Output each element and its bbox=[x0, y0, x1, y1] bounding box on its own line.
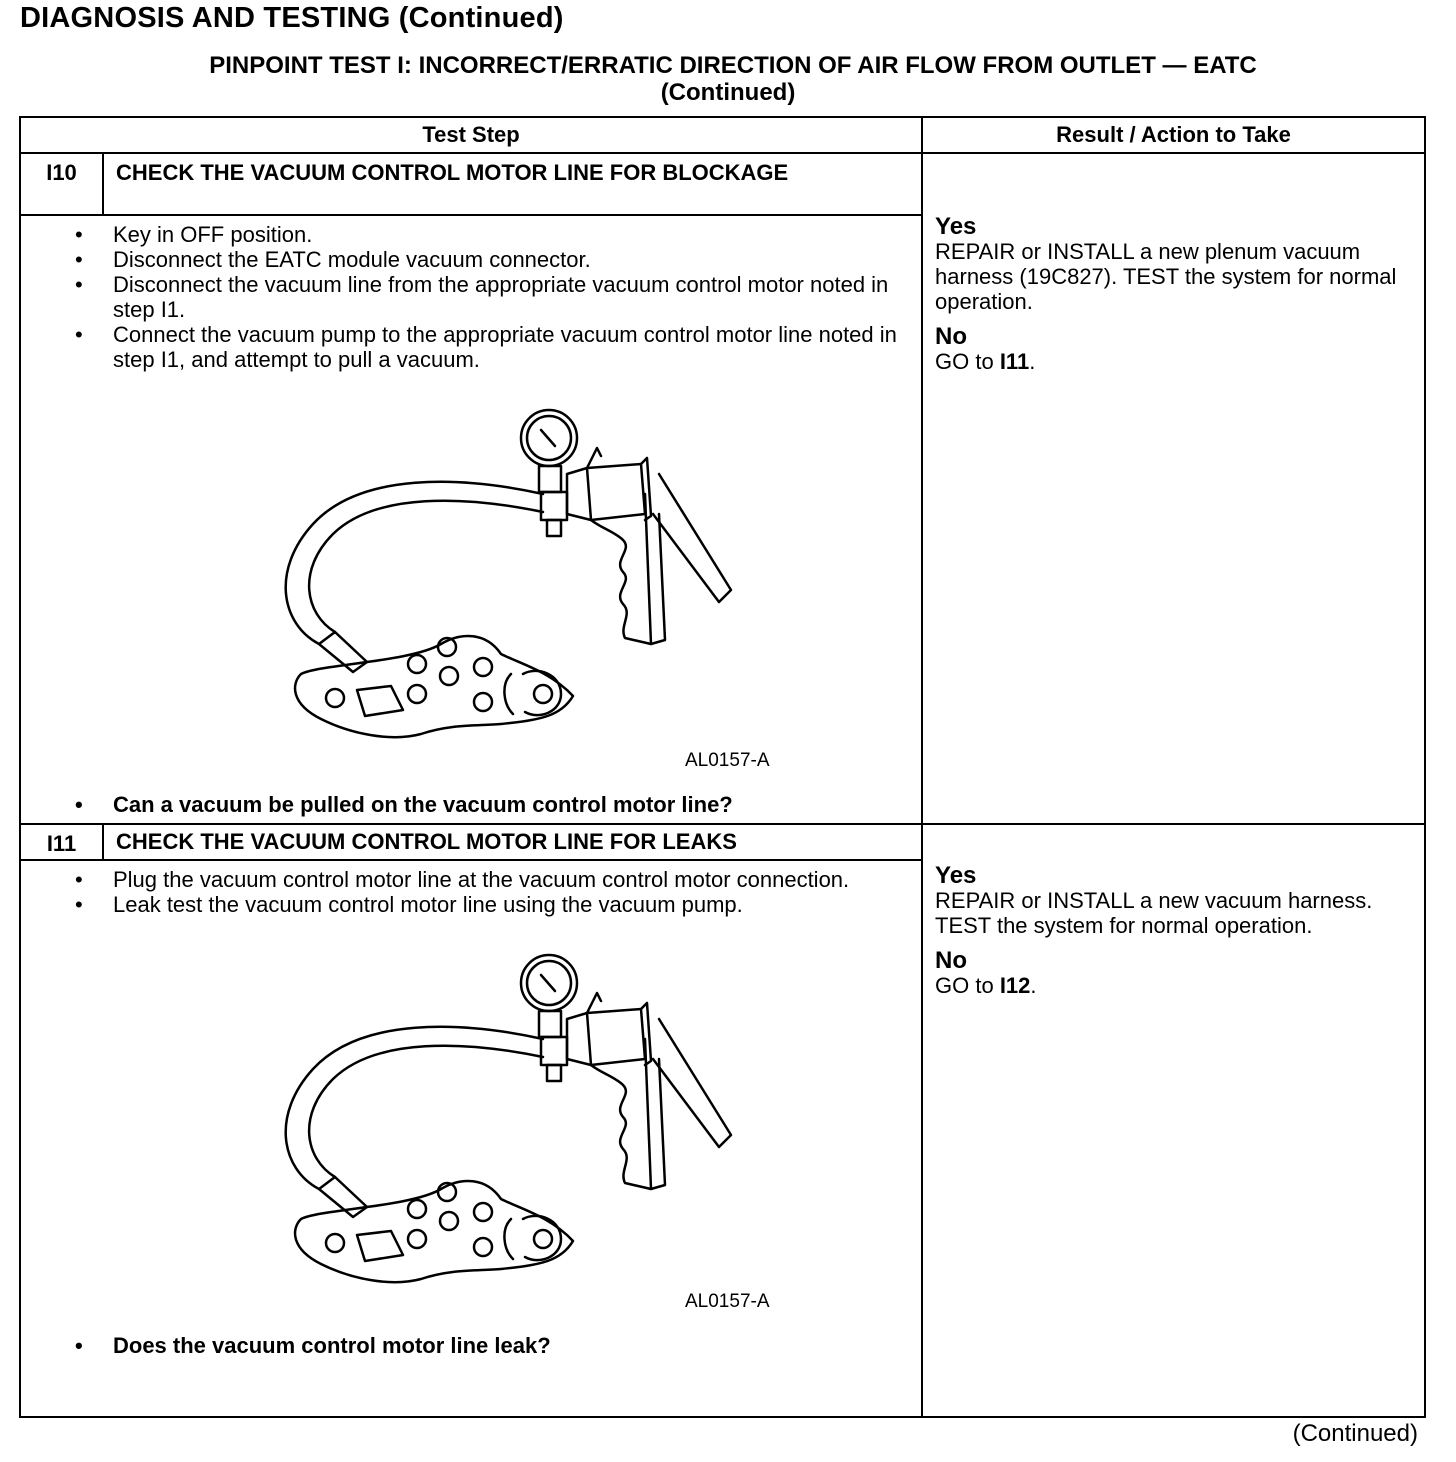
step-bullets bbox=[61, 222, 901, 372]
no-target-step: I11 bbox=[999, 349, 1030, 374]
yes-label: Yes bbox=[935, 862, 977, 889]
result-cell bbox=[922, 153, 1425, 824]
pinpoint-test-table bbox=[19, 116, 1426, 1418]
test-title-line1: PINPOINT TEST I: INCORRECT/ERRATIC DIRECTION OF AIR FLOW FROM OUTLET — EATC bbox=[209, 52, 1257, 79]
step-title: CHECK THE VACUUM CONTROL MOTOR LINE FOR LEAKS bbox=[103, 824, 922, 860]
yes-label: Yes bbox=[935, 213, 977, 240]
bullet-item: • Key in OFF position. bbox=[61, 222, 901, 247]
step-id: I11 bbox=[20, 824, 103, 860]
bullet-item: • Plug the vacuum control motor line at the vacuum control motor connection. bbox=[61, 867, 901, 892]
continued-footer: (Continued) bbox=[1292, 1420, 1418, 1447]
yes-action: REPAIR or INSTALL a new vacuum harness. TEST the system for normal operation. bbox=[935, 888, 1373, 938]
figure-id: AL0157-A bbox=[685, 750, 770, 771]
step-id: I10 bbox=[20, 153, 103, 215]
test-title-line2: (Continued) bbox=[660, 79, 796, 106]
step-bullets bbox=[61, 867, 901, 917]
step-body bbox=[20, 860, 922, 1417]
step-question: • Can a vacuum be pulled on the vacuum control motor line? bbox=[61, 792, 901, 817]
bullet-item: • Disconnect the EATC module vacuum connector. bbox=[61, 247, 901, 272]
step-question-list bbox=[61, 792, 901, 817]
no-label: No bbox=[935, 947, 968, 974]
bullet-item: • Leak test the vacuum control motor line using the vacuum pump. bbox=[61, 892, 901, 917]
vacuum-pump-drawing bbox=[261, 949, 821, 1339]
yes-action: REPAIR or INSTALL a new plenum vacuum harness (19C827). TEST the system for normal operation. bbox=[935, 239, 1397, 314]
bullet-item: • Connect the vacuum pump to the appropriate vacuum control motor line noted in step I1, and attempt to pull a vacuum. bbox=[61, 322, 901, 372]
no-action: GO to I12. bbox=[935, 973, 1037, 998]
figure-id: AL0157-A bbox=[685, 1291, 770, 1312]
vacuum-pump-illustration bbox=[261, 404, 821, 794]
step-title: CHECK THE VACUUM CONTROL MOTOR LINE FOR BLOCKAGE bbox=[103, 153, 922, 215]
step-body bbox=[20, 215, 922, 824]
bullet-item: • Disconnect the vacuum line from the appropriate vacuum control motor noted in step I1. bbox=[61, 272, 901, 322]
pinpoint-test-title bbox=[0, 52, 1456, 106]
vacuum-pump-illustration bbox=[261, 949, 821, 1339]
column-header-test-step: Test Step bbox=[20, 117, 922, 153]
no-label: No bbox=[935, 323, 968, 350]
page-heading: DIAGNOSIS AND TESTING (Continued) bbox=[20, 2, 564, 34]
column-header-result: Result / Action to Take bbox=[922, 117, 1425, 153]
no-action: GO to I11. bbox=[935, 349, 1036, 374]
step-question: • Does the vacuum control motor line leak? bbox=[61, 1333, 901, 1358]
step-question-list bbox=[61, 1333, 901, 1358]
vacuum-pump-drawing bbox=[261, 404, 821, 794]
no-target-step: I12 bbox=[999, 973, 1031, 998]
result-cell bbox=[922, 824, 1425, 1417]
